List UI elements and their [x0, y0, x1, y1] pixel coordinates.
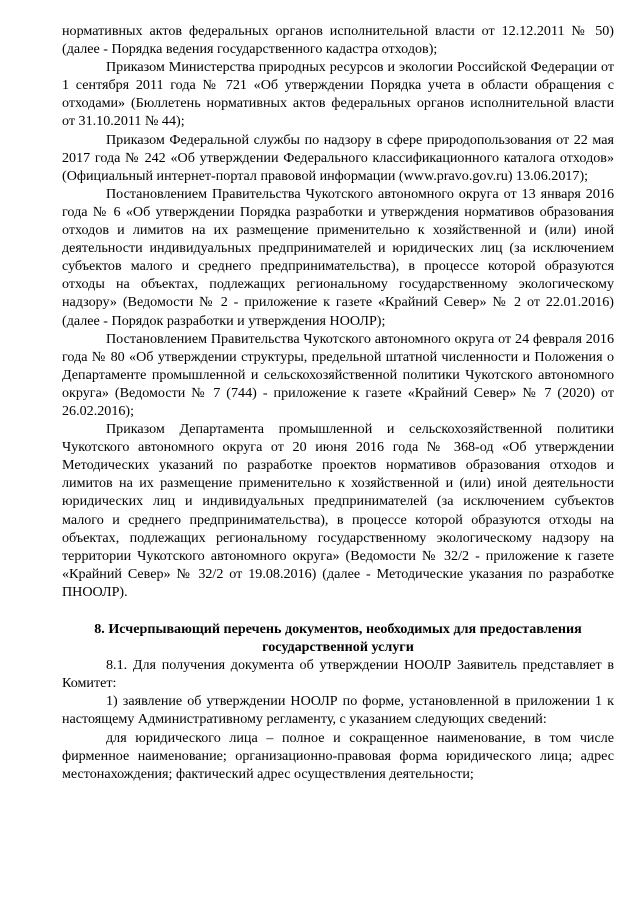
section-8-1: 8.1. Для получения документа об утверждении НООЛР Заявитель представляет в Комитет:: [62, 657, 614, 692]
document-page: [62, 22, 614, 783]
section-8-heading: 8. Исчерпывающий перечень документов, необходимых для предоставления государственной услуги: [94, 621, 582, 656]
section-8-legal-entity-info: для юридического лица – полное и сокращенное наименование, в том числе фирменное наименование; организационно-правовая форма юридического лица; адрес местонахождения; фактический адрес осуществления деятельности;: [62, 729, 614, 782]
paragraph-continuation: нормативных актов федеральных органов исполнительной власти от 12.12.2011 № 50) (далее - Порядка ведения государственного кадастра отходов);: [62, 23, 614, 58]
paragraph-order-242: Приказом Федеральной службы по надзору в сфере природопользования от 22 мая 2017 года № 242 «Об утверждении Федерального классификационного каталога отходов» (Официальный интернет-портал правовой информации (www.pravo.gov.ru) 13.06.2017);: [62, 131, 614, 184]
paragraph-resolution-80: Постановлением Правительства Чукотского автономного округа от 24 февраля 2016 года № 80 «Об утверждении структуры, предельной штатной численности и Положения о Департаменте промышленной и сельскохозяйственной политики Чукотского автономного округа» (Ведомости № 7 (744) - приложение к газете «Крайний Север» № 7 (2020) от 26.02.2016);: [62, 330, 614, 419]
section-8-1-item-1: 1) заявление об утверждении НООЛР по форме, установленной в приложении 1 к настоящему Административному регламенту, с указанием следующих сведений:: [62, 693, 614, 728]
paragraph-order-721: Приказом Министерства природных ресурсов и экологии Российской Федерации от 1 сентября 2011 года № 721 «Об утверждении Порядка учета в области обращения с отходами» (Бюллетень нормативных актов федеральных органов исполнительной власти от 31.10.2011 № 44);: [62, 59, 614, 130]
paragraph-order-368: Приказом Департамента промышленной и сельскохозяйственной политики Чукотского автономного округа от 20 июня 2016 года № 368-од «Об утверждении Методических указаний по разработке проектов нормативов образования отходов и лимитов на их размещение применительно к хозяйственной и (или) иной деятельности юридических лиц и индивидуальных предпринимателей (за исключением субъектов малого и среднего предпринимательства), в процессе которой образуются отходы на объектах, подлежащих региональному государственному экологическому надзору на территории Чукотского автономного округа» (Ведомости № 32/2 - приложение к газете «Крайний Север» № 32/2 от 19.08.2016) (далее - Методические указания по разработке ПНООЛР).: [62, 421, 614, 600]
paragraph-resolution-6: Постановлением Правительства Чукотского автономного округа от 13 января 2016 года № 6 «Об утверждении Порядка разработки и утверждения нормативов образования отходов и лимитов на их размещение применительно к хозяйственной и (или) иной деятельности индивидуальных предпринимателей и юридических лиц (за исключением субъектов малого и среднего предпринимательства), в процессе которой образуются отходы на объектах, подлежащих региональному государственному экологическому надзору» (Ведомости № 2 - приложение к газете «Крайний Север» № 2 от 22.01.2016) (далее - Порядок разработки и утверждения НООЛР);: [62, 185, 614, 329]
